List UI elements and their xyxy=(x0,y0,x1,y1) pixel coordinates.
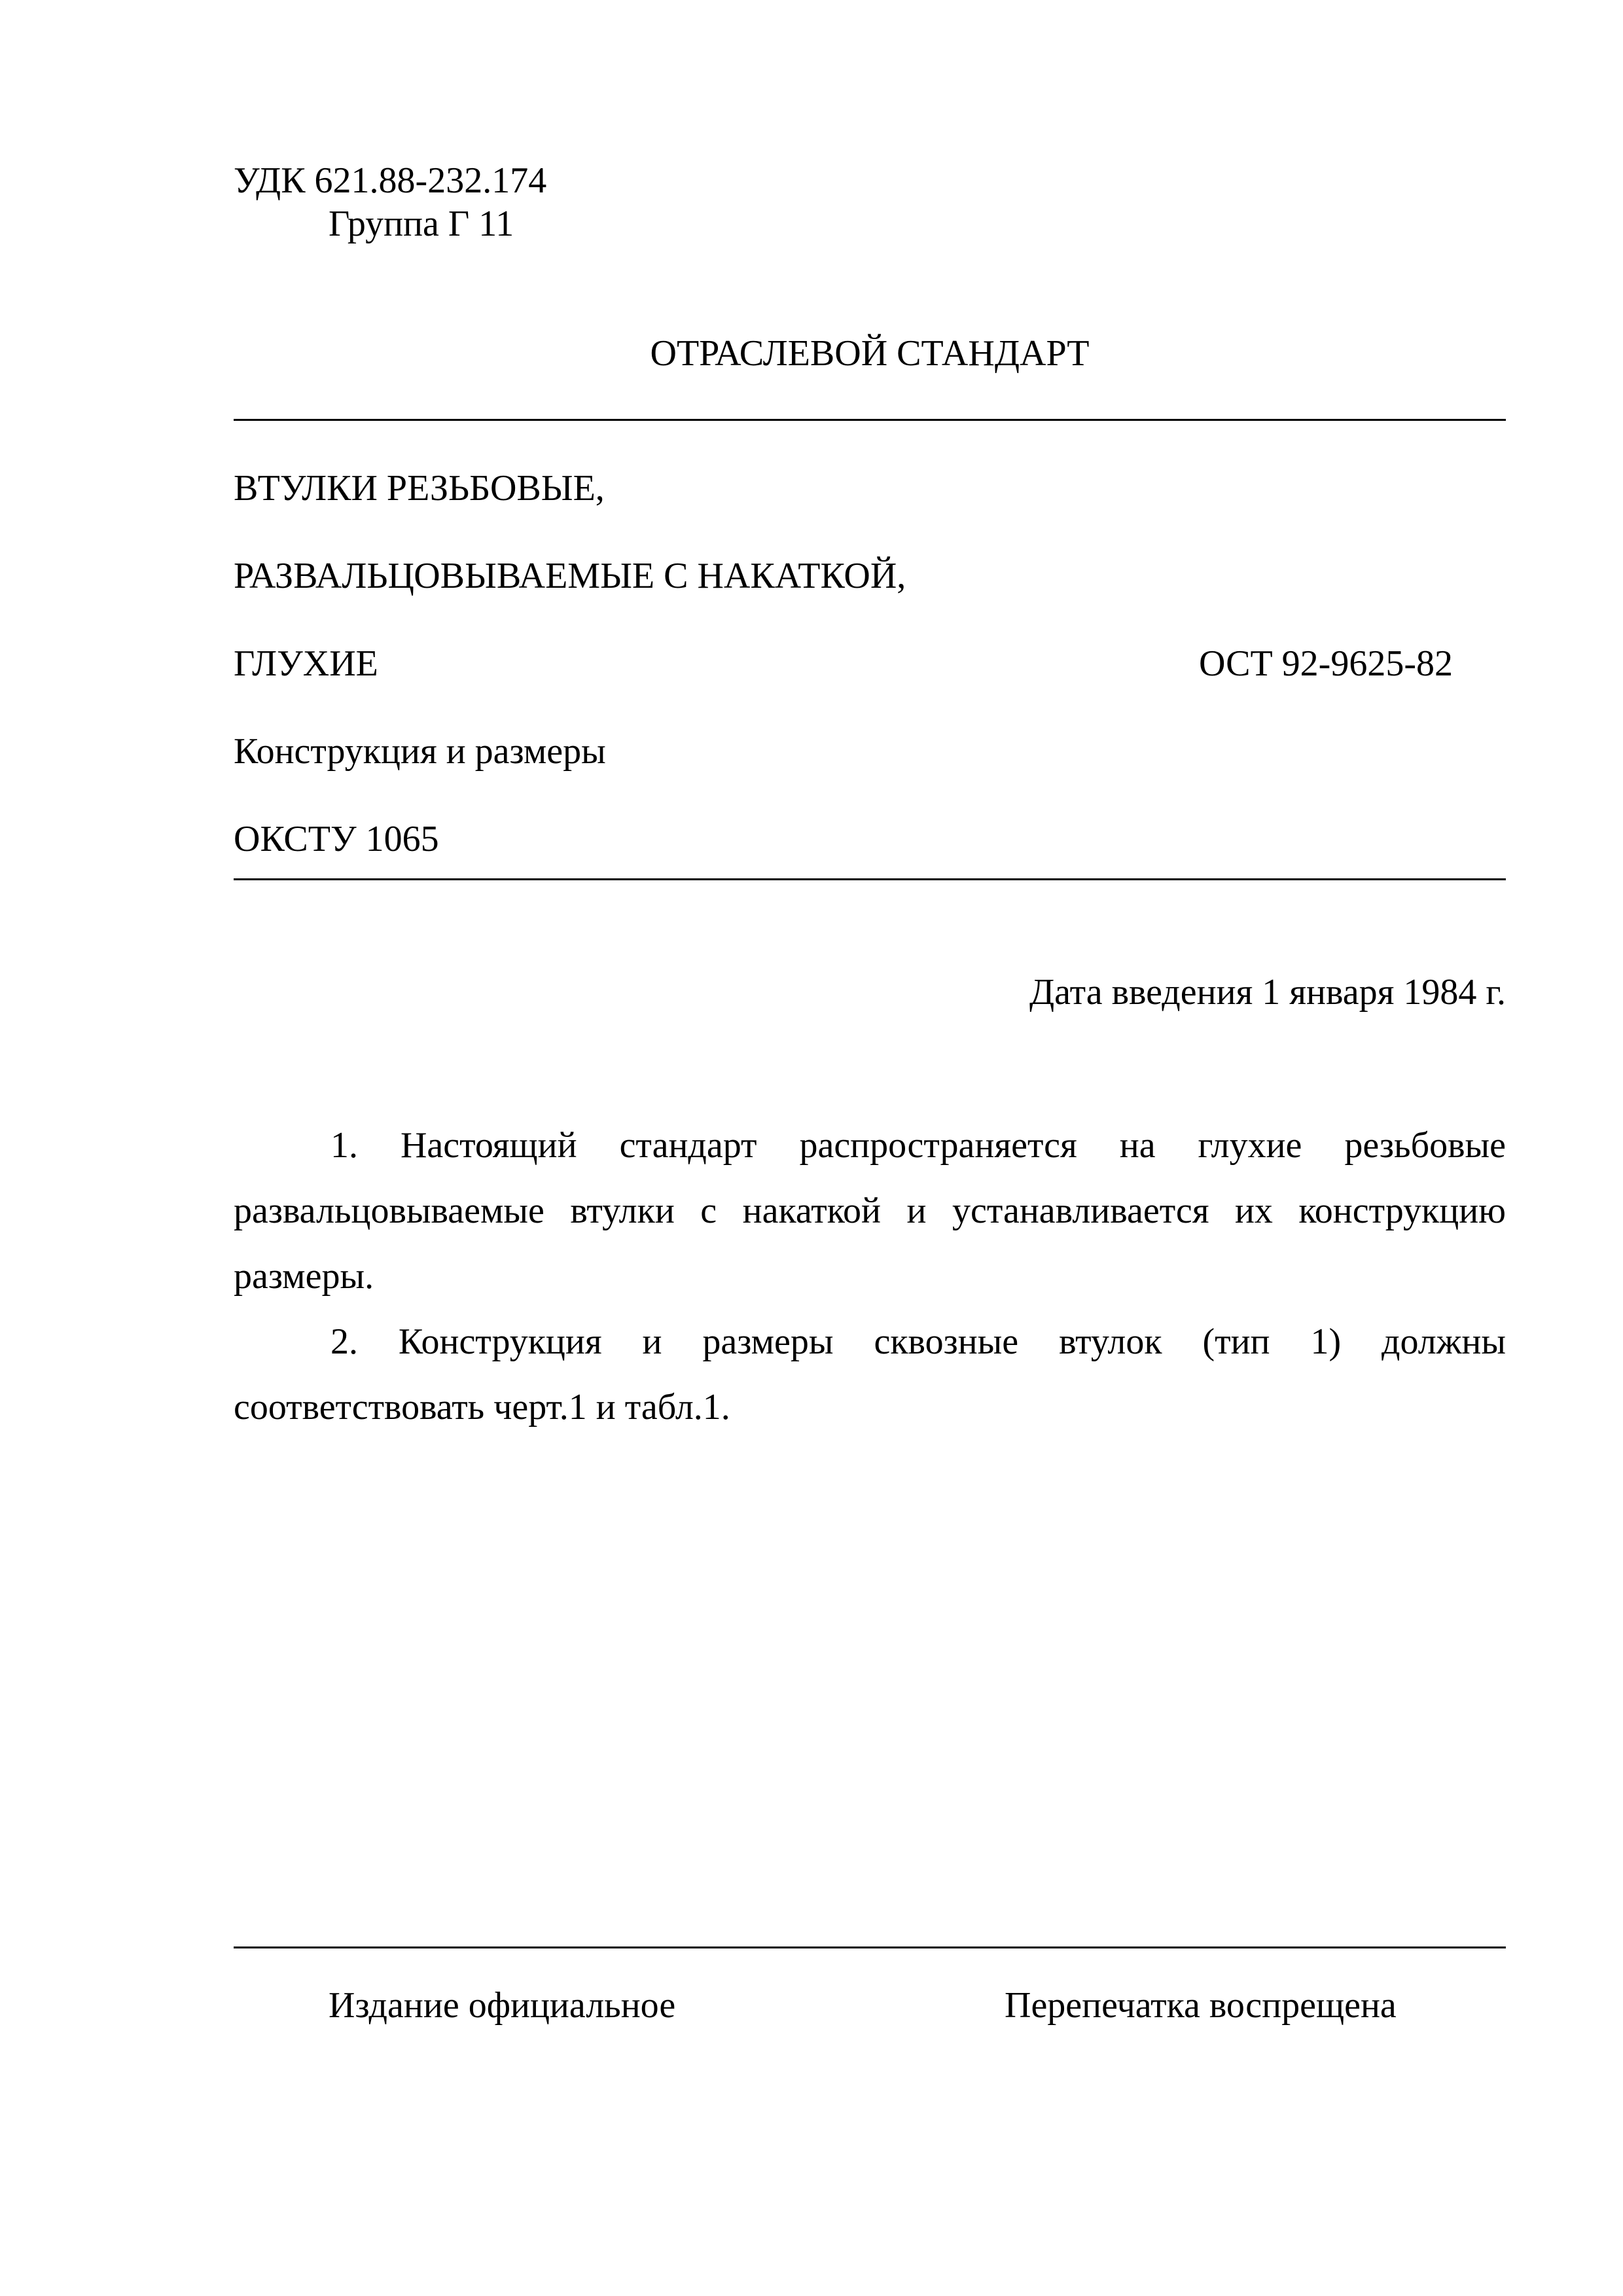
title-line-1: ВТУЛКИ РЕЗЬБОВЫЕ, xyxy=(234,468,605,509)
paragraph-2 xyxy=(234,1309,1506,1440)
paragraph-2-text: 2. Конструкция и размеры сквозные втулок (тип 1) должны соответствовать черт.1 и табл.1. xyxy=(234,1321,1506,1427)
reprint-prohibited-note: Перепечатка воспрещена xyxy=(1005,1985,1397,2026)
title-line-3: ГЛУХИЕ xyxy=(234,643,378,684)
middle-divider xyxy=(234,878,1506,880)
paragraph-1 xyxy=(234,1113,1506,1309)
standard-designation: ОСТ 92-9625-82 xyxy=(1199,643,1453,684)
standard-type-heading: ОТРАСЛЕВОЙ СТАНДАРТ xyxy=(650,333,1090,374)
okstu-code: ОКСТУ 1065 xyxy=(234,819,439,859)
paragraph-1-text: 1. Настоящий стандарт распространяется на глухие резьбовые развальцовываемые втулки с накаткой и устанавливается их конструкцию размеры. xyxy=(234,1125,1506,1297)
document-subtitle: Конструкция и размеры xyxy=(234,731,606,772)
footer-divider xyxy=(234,1946,1506,1948)
title-line-2: РАЗВАЛЬЦОВЫВАЕМЫЕ С НАКАТКОЙ, xyxy=(234,556,906,596)
top-divider xyxy=(234,419,1506,421)
official-edition-note: Издание официальное xyxy=(329,1985,676,2026)
introduction-date: Дата введения 1 января 1984 г. xyxy=(1029,972,1506,1013)
group-code: Группа Г 11 xyxy=(329,204,514,244)
udk-code: УДК 621.88-232.174 xyxy=(234,160,547,201)
